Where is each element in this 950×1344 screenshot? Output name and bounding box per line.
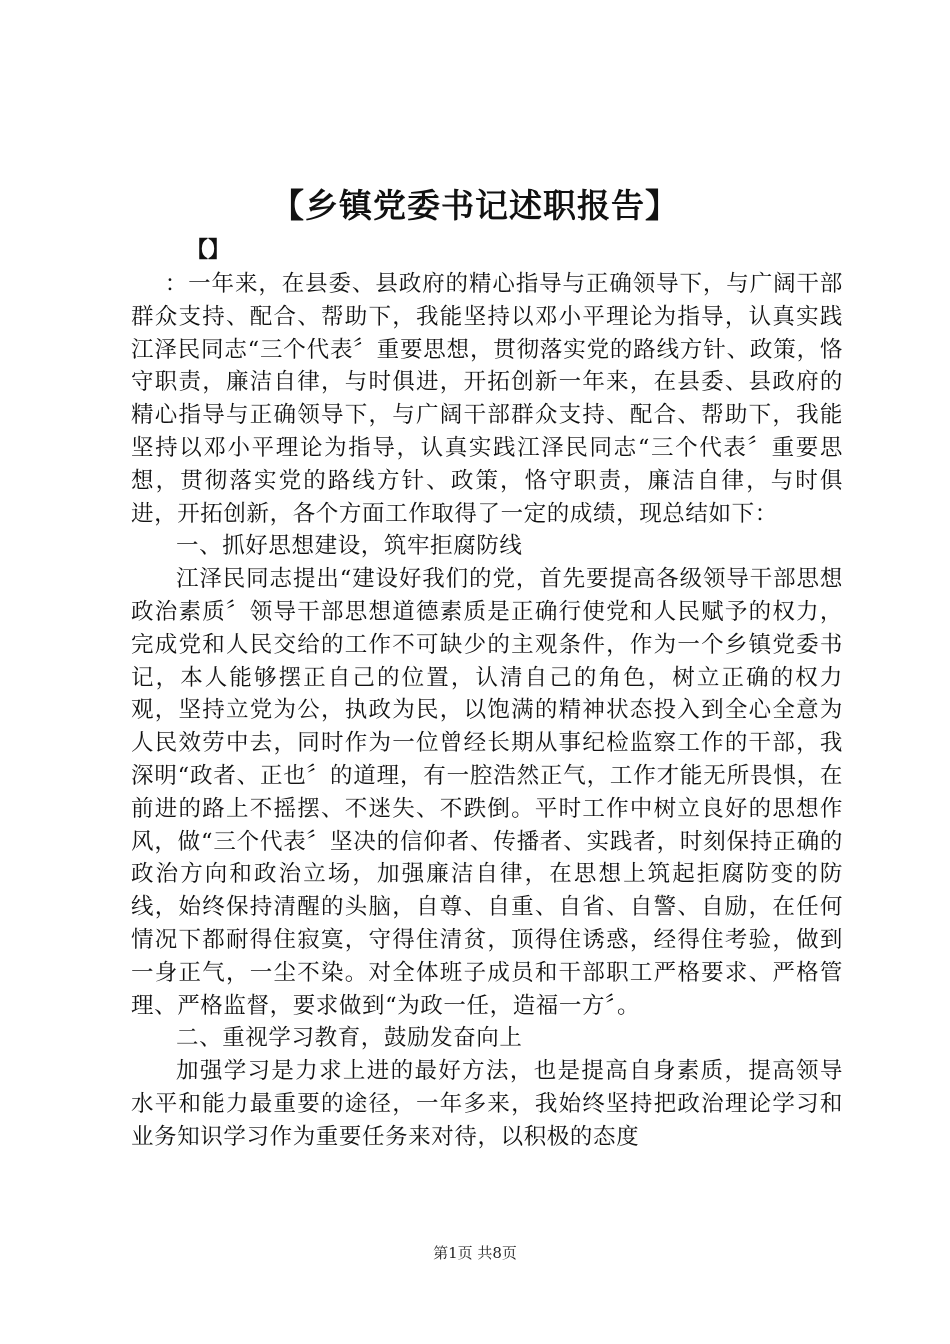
paragraph-section-2: 加强学习是力求上进的最好方法，也是提高自身素质，提高领导水平和能力最重要的途径，一年多来，我始终坚持把政治理论学习和业务知识学习作为重要任务来对待，以积极的态度 (131, 1058, 843, 1150)
page-number-footer: 第1页 共8页 (433, 1244, 517, 1262)
document-subtitle: 【】 (186, 237, 231, 263)
section-heading-1: 一、抓好思想建设，筑牢拒腐防线 (176, 533, 523, 560)
document-title: 【乡镇党委书记述职报告】 (271, 186, 679, 225)
section-heading-2: 二、重视学习教育，鼓励发奋向上 (176, 1025, 523, 1052)
document-body (131, 268, 843, 1154)
paragraph-intro: ：一年来，在县委、县政府的精心指导与正确领导下，与广阔干部群众支持、配合、帮助下，我能坚持以邓小平理论为指导，认真实践江泽民同志“三个代表〞重要思想，贯彻落实党的路线方针、政策，恪守职责，廉洁自律，与时俱进，开拓创新一年来，在县委、县政府的精心指导与正确领导下，与广阔干部群众支持、配合、帮助下，我能坚持以邓小平理论为指导，认真实践江泽民同志“三个代表〞重要思想，贯彻落实党的路线方针、政策，恪守职责，廉洁自律，与时俱进，开拓创新，各个方面工作取得了一定的成绩，现总结如下： (131, 271, 843, 527)
paragraph-section-1: 江泽民同志提出“建设好我们的党，首先要提高各级领导干部思想政治素质〞领导干部思想道德素质是正确行使党和人民赋予的权力，完成党和人民交给的工作不可缺少的主观条件，作为一个乡镇党委书记，本人能够摆正自己的位置，认清自己的角色，树立正确的权力观，坚持立党为公，执政为民，以饱满的精神状态投入到全心全意为人民效劳中去，同时作为一位曾经长期从事纪检监察工作的干部，我深明“政者、正也〞的道理，有一腔浩然正气，工作才能无所畏惧，在前进的路上不摇摆、不迷失、不跌倒。平时工作中树立良好的思想作风，做“三个代表〞坚决的信仰者、传播者、实践者，时刻保持正确的政治方向和政治立场，加强廉洁自律，在思想上筑起拒腐防变的防线，始终保持清醒的头脑，自尊、自重、自省、自警、自励，在任何情况下都耐得住寂寞，守得住清贫，顶得住诱惑，经得住考验，做到一身正气，一尘不染。对全体班子成员和干部职工严格要求、严格管理、严格监督，要求做到“为政一任，造福一方〞。 (131, 566, 843, 1019)
